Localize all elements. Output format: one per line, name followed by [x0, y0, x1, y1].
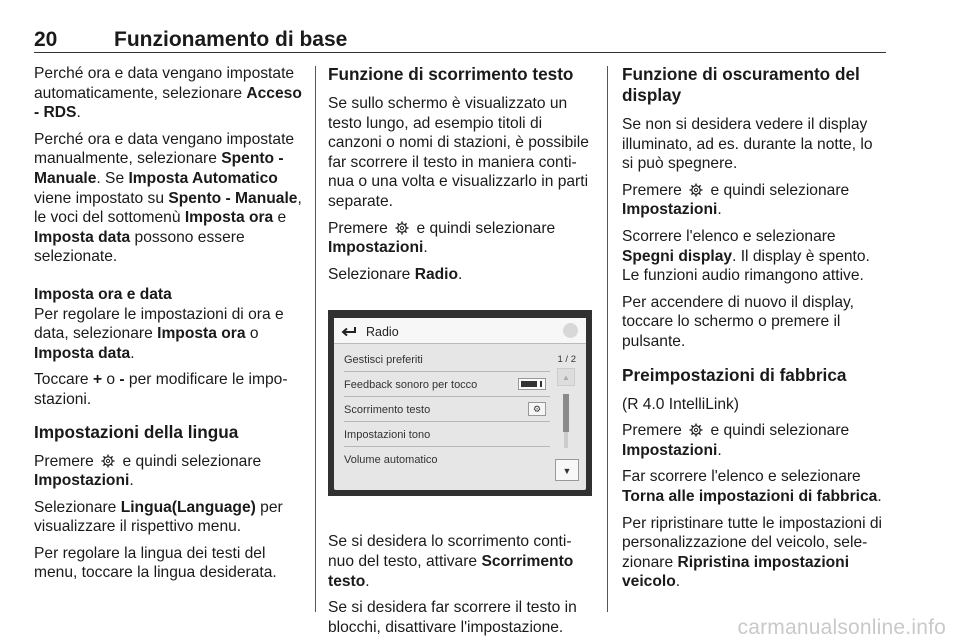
paragraph-press-settings-4: Premere e quindi selezionare Impostazioni.	[622, 422, 850, 459]
column-2	[328, 64, 592, 642]
gear-icon	[689, 183, 703, 197]
heading-language-settings: Impostazioni della lingua	[34, 421, 239, 442]
paragraph-vehicle-reset: Per ripristinare tutte le impostazioni di personalizzazione del veicolo, sele‐zionare Ripristina impostazioni veicolo.	[622, 514, 883, 591]
page-header	[34, 28, 886, 54]
heading-factory-presets: Preimpostazioni di fabbrica	[622, 364, 847, 385]
radio-screen	[334, 318, 586, 490]
gear-icon	[395, 221, 409, 235]
gear-icon	[689, 423, 703, 437]
list-item[interactable]: Scorrimento testo ⚙	[344, 398, 550, 422]
heading-display-dimming: Funzione di oscuramento del display	[622, 64, 860, 105]
paragraph-press-settings: Premere e quindi selezionare Impostazioni.	[34, 452, 262, 490]
list-item[interactable]: Gestisci preferiti	[344, 348, 550, 372]
list-item[interactable]: Volume automatico	[344, 454, 438, 467]
paragraph-press-settings-3: Premere e quindi selezionare Impostazioni.	[622, 181, 850, 219]
paragraph-set-time-date: Imposta ora e data Per regolare le impostazioni di ora e data, selezionare Imposta ora o Imposta data.	[34, 285, 284, 362]
paragraph-plus-minus: Toccare + o - per modificare le impo‐stazioni.	[34, 371, 288, 408]
paragraph-auto-time: Perché ora e data vengano impostate automaticamente, selezionare Acceso - RDS.	[34, 65, 302, 122]
page-title: Funzionamento di base	[114, 28, 348, 51]
back-arrow-icon[interactable]	[340, 323, 358, 339]
watermark: carmanualsonline.info	[737, 616, 946, 639]
scroll-down-button[interactable]: ▼	[555, 459, 579, 481]
paragraph-press-settings-2: Premere e quindi selezionare Impostazioni.	[328, 219, 556, 257]
settings-icon[interactable]: ⚙	[528, 402, 546, 416]
paragraph-select-radio: Selezionare Radio.	[328, 265, 463, 283]
page-number: 20	[34, 28, 58, 51]
column-3	[622, 64, 888, 599]
paragraph-display-off-intro: Se non si desidera vedere il display illuminato, ad es. durante la notte, lo si può spegnere.	[622, 116, 873, 173]
list-item[interactable]: Feedback sonoro per tocco	[344, 373, 550, 397]
toggle-switch[interactable]	[518, 378, 546, 390]
header-divider	[34, 52, 886, 53]
radio-screen-header	[334, 318, 586, 344]
column-divider-1	[315, 66, 316, 612]
scrollbar-thumb[interactable]	[563, 394, 569, 432]
heading-text-scroll: Funzione di scorrimento testo	[328, 64, 574, 84]
paragraph-select-display-off: Scorrere l'elenco e selezionare Spegni display. Il display è spento. Le funzioni audio rimangono attive.	[622, 227, 870, 285]
page-indicator: 1 / 2	[557, 354, 576, 366]
radio-screen-figure	[328, 310, 592, 496]
paragraph-enable-scroll: Se si desidera lo scorrimento conti‐nuo del testo, attivare Scorrimento testo.	[328, 533, 574, 590]
paragraph-manual-time: Perché ora e data vengano impostate manualmente, selezionare Spento - Manuale. Se Imposta Automatico viene impostato su Spento - Manuale, le voci del sottomenù Imposta ora e Imposta data possono essere selezionate.	[34, 130, 302, 266]
music-note-icon	[563, 323, 578, 338]
list-item[interactable]: Impostazioni tono	[344, 423, 550, 447]
paragraph-display-on: Per accendere di nuovo il display, toccare lo schermo o premere il pulsante.	[622, 293, 855, 350]
column-divider-2	[607, 66, 608, 612]
paragraph-factory-reset: Far scorrere l'elenco e selezionare Torna alle impostazioni di fabbrica.	[622, 468, 882, 505]
paragraph-touch-language: Per regolare la lingua dei testi del menu, toccare la lingua desiderata.	[34, 544, 277, 582]
gear-icon	[101, 454, 115, 468]
paragraph-model-note: (R 4.0 IntelliLink)	[622, 395, 739, 413]
paragraph-select-language: Selezionare Lingua(Language) per visualizzare il rispettivo menu.	[34, 498, 283, 536]
radio-screen-title: Radio	[366, 325, 399, 340]
column-1	[34, 64, 304, 590]
scroll-up-button[interactable]: ▲	[557, 368, 575, 386]
paragraph-scroll-intro: Se sullo schermo è visualizzato un testo lungo, ad esempio titoli di canzoni o nomi di stazioni, è possibile far scorrere il testo in maniera conti‐nua o una volta e visualizzarlo in parti separate.	[328, 95, 589, 210]
paragraph-disable-scroll: Se si desidera far scorrere il testo in blocchi, disattivare l'impostazione.	[328, 599, 577, 636]
